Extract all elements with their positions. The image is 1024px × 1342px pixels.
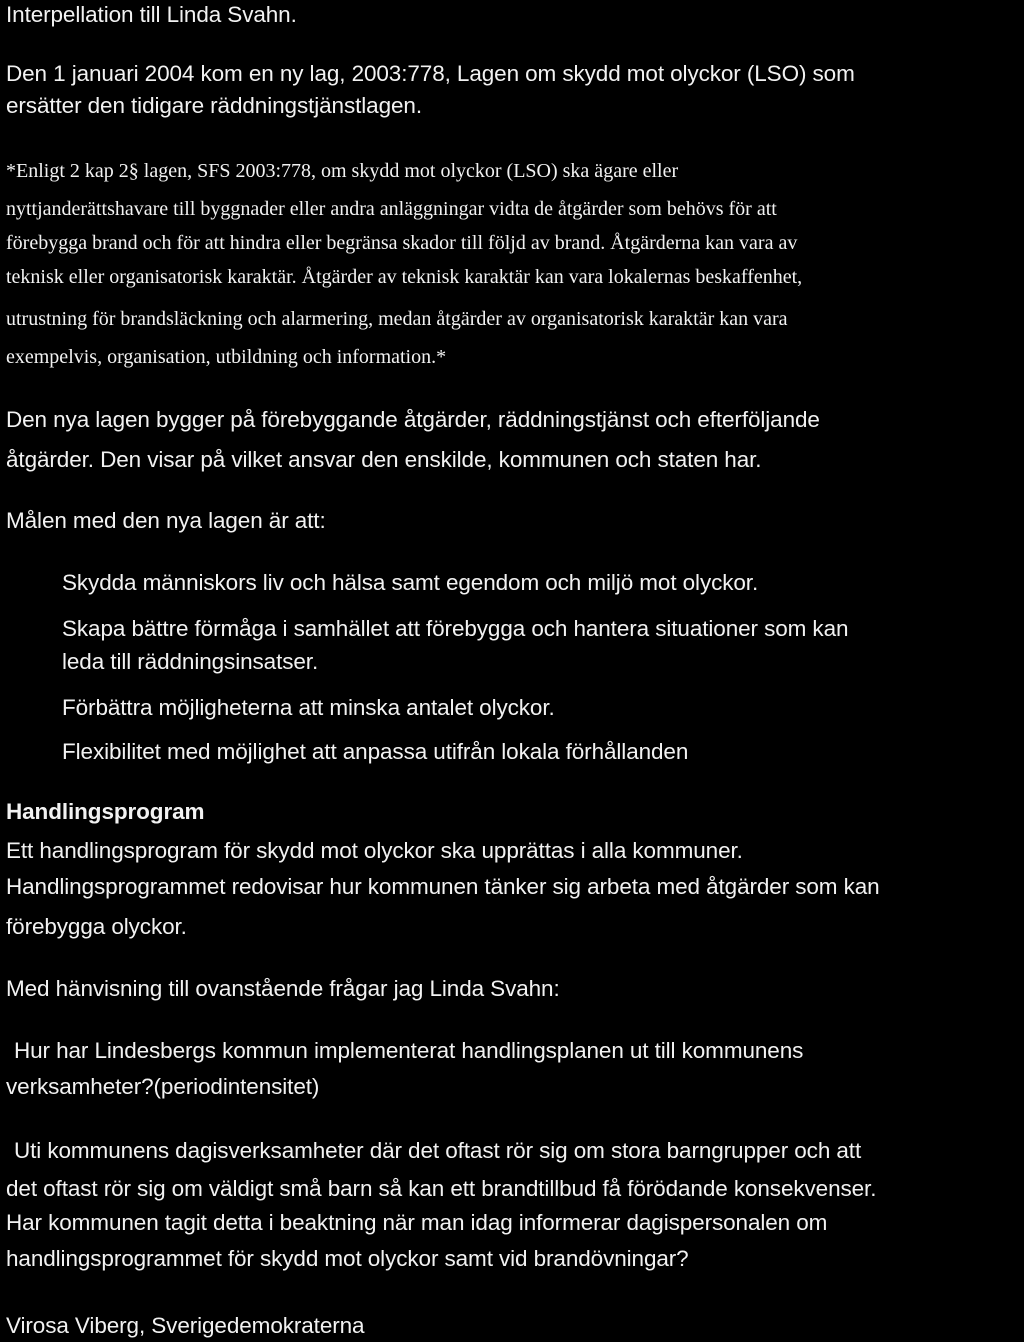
law-intro-line-2: ersätter den tidigare räddningstjänstlagen. bbox=[6, 93, 422, 118]
law-summary-line-1: Den nya lagen bygger på förebyggande åtgärder, räddningstjänst och efterföljande bbox=[6, 407, 820, 432]
goal-item-continuation: leda till räddningsinsatser. bbox=[62, 649, 319, 674]
quote-line: utrustning för brandsläckning och alarmering, medan åtgärder av organisatorisk karaktär kan vara bbox=[6, 308, 788, 330]
law-intro-line-1: Den 1 januari 2004 kom en ny lag, 2003:778, Lagen om skydd mot olyckor (LSO) som bbox=[6, 61, 855, 86]
signature: Virosa Viberg, Sverigedemokraterna bbox=[6, 1313, 365, 1338]
goal-item: Flexibilitet med möjlighet att anpassa utifrån lokala förhållanden bbox=[62, 739, 689, 764]
goal-item: Skapa bättre förmåga i samhället att förebygga och hantera situationer som kan bbox=[62, 616, 849, 641]
section-heading-handlingsprogram: Handlingsprogram bbox=[6, 799, 205, 824]
question-2-line: handlingsprogrammet för skydd mot olyckor samt vid brandövningar? bbox=[6, 1246, 689, 1271]
question-2-line: Uti kommunens dagisverksamheter där det oftast rör sig om stora barngrupper och att bbox=[14, 1138, 862, 1163]
law-summary-line-2: åtgärder. Den visar på vilket ansvar den enskilde, kommunen och staten har. bbox=[6, 447, 762, 472]
quote-line: förebygga brand och för att hindra eller begränsa skador till följd av brand. Åtgärderna kan vara av bbox=[6, 232, 798, 254]
question-2-line: det oftast rör sig om väldigt små barn så kan ett brandtillbud få förödande konsekvenser. bbox=[6, 1176, 877, 1201]
goals-heading: Målen med den nya lagen är att: bbox=[6, 508, 326, 533]
goal-item: Förbättra möjligheterna att minska antalet olyckor. bbox=[62, 695, 555, 720]
quote-line: teknisk eller organisatorisk karaktär. Åtgärder av teknisk karaktär kan vara lokalernas beskaffenhet, bbox=[6, 266, 803, 288]
interpellation-title: Interpellation till Linda Svahn. bbox=[6, 2, 297, 27]
quote-line: nyttjanderättshavare till byggnader eller andra anläggningar vidta de åtgärder som behövs för att bbox=[6, 198, 777, 220]
question-2-line: Har kommunen tagit detta i beaktning när man idag informerar dagispersonalen om bbox=[6, 1210, 828, 1235]
quote-line: *Enligt 2 kap 2§ lagen, SFS 2003:778, om skydd mot olyckor (LSO) ska ägare eller bbox=[6, 160, 679, 182]
program-line: Handlingsprogrammet redovisar hur kommunen tänker sig arbeta med åtgärder som kan bbox=[6, 874, 880, 899]
question-1-line-1: Hur har Lindesbergs kommun implementerat handlingsplanen ut till kommunens bbox=[14, 1038, 804, 1063]
questions-lead: Med hänvisning till ovanstående frågar jag Linda Svahn: bbox=[6, 976, 560, 1001]
program-line: Ett handlingsprogram för skydd mot olyckor ska upprättas i alla kommuner. bbox=[6, 838, 743, 863]
question-1-line-2: verksamheter?(periodintensitet) bbox=[6, 1074, 320, 1099]
program-line: förebygga olyckor. bbox=[6, 914, 187, 939]
goal-item: Skydda människors liv och hälsa samt egendom och miljö mot olyckor. bbox=[62, 570, 759, 595]
quote-line: exempelvis, organisation, utbildning och information.* bbox=[6, 346, 447, 368]
